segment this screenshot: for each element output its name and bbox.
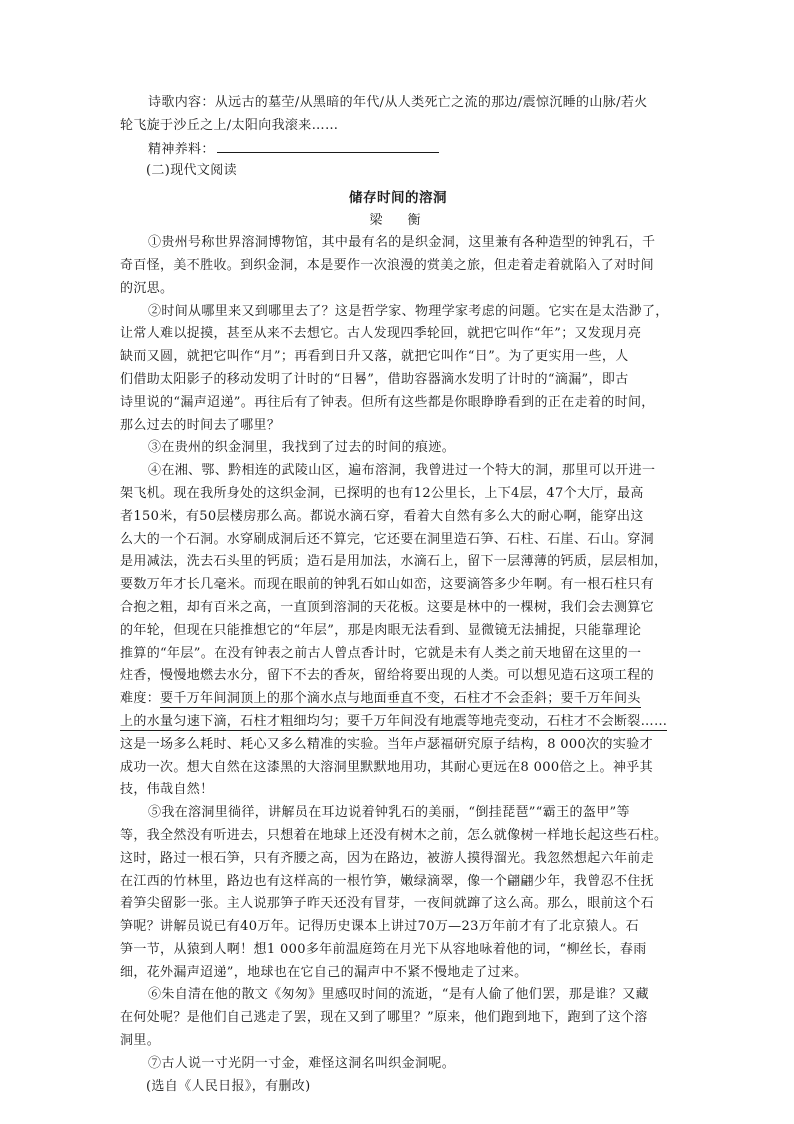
spirit-nourishment-label: 精神养料：	[148, 141, 215, 157]
article-author: 梁 衡	[369, 213, 427, 229]
underlined-sentence: 要千万年间洞顶上的那个滴水点与地面垂直不变，石柱才不会歪斜；要千万年间头	[160, 691, 641, 707]
paragraph-line: 们借助太阳影子的移动发明了计时的“日晷”，借助容器滴水发明了计时的“滴漏”，即古	[120, 371, 629, 387]
paragraph-line: 推算的“年层”。在没有钟表之前古人曾点香计时，它就是未有人类之前天地留在这里的一	[120, 645, 642, 661]
paragraph-line: ①贵州号称世界溶洞博物馆，其中最有名的是织金洞，这里兼有各种造型的钟乳石，千	[148, 235, 656, 251]
paragraph-line: 那么过去的时间去了哪里？	[120, 417, 281, 433]
paragraph-text: 难度：	[120, 691, 161, 707]
poem-content-line: 轮飞旋于沙丘之上/太阳向我滚来……	[120, 117, 339, 133]
poem-content-line: 诗歌内容：从远古的墓茔/从黑暗的年代/从人类死亡之流的那边/震惊沉睡的山脉/若火	[148, 95, 648, 110]
article-title: 储存时间的溶洞	[349, 190, 447, 207]
underlined-sentence: 上的水量匀速下滴，石柱才粗细均匀；要千万年间没有地震等地壳变动，石柱才不会断裂……	[120, 713, 668, 729]
article-source: (选自《人民日报》，有删改)	[146, 1078, 311, 1094]
document-page	[120, 92, 676, 1098]
paragraph-line: 等，我全然没有听进去，只想着在地球上还没有树木之前，怎么就像树一样地长起这些石柱。	[120, 827, 668, 843]
paragraph-line: 炷香，慢慢地燃去水分，留下不去的香灰，留给将要出现的人类。可以想见造石这项工程的	[120, 668, 655, 684]
paragraph-line: 架飞机。现在我所身处的这织金洞，已探明的也有12公里长，上下4层，47个大厅，最高	[120, 485, 644, 501]
paragraph-line: ③在贵州的织金洞里，我找到了过去的时间的痕迹。	[148, 440, 456, 456]
paragraph-line: 这是一场多么耗时、耗心又多么精准的实验。当年卢瑟福研究原子结构，8 000次的实验才	[120, 736, 653, 752]
paragraph-line: ④在湘、鄂、黔相连的武陵山区，遍布溶洞，我曾进过一个特大的洞，那里可以开进一	[148, 463, 656, 479]
paragraph-line: 在何处呢？是他们自己逃走了罢，现在又到了哪里？”原来，他们跑到地下，跑到了这个溶	[120, 1010, 648, 1026]
paragraph-line	[120, 688, 676, 711]
paragraph-line: 的沉思。	[120, 280, 174, 296]
paragraph-line: 在江西的竹林里，路边也有这样高的一根竹笋，嫩绿滴翠，像一个翩翩少年，我曾忍不住抚	[120, 873, 655, 889]
paragraph-line: 要数万年才长几毫米。而现在眼前的钟乳石如山如峦，这要滴答多少年啊。有一根石柱只有	[120, 577, 655, 593]
paragraph-line: 缺而又圆，就把它叫作“月”；再看到日升又落，就把它叫作“日”。为了更实用一些，人	[120, 349, 629, 365]
paragraph-line: 是用减法，洗去石头里的钙质；造石是用加法，水滴石上，留下一层薄薄的钙质，层层相加，	[120, 554, 668, 570]
paragraph-line: 合抱之粗，却有百米之高，一直顶到溶洞的天花板。这要是林中的一棵树，我们会去测算它	[120, 599, 655, 615]
spirit-nourishment-row	[120, 138, 676, 161]
paragraph-line: 么大的一个石洞。水穿刷成洞后还不算完，它还要在洞里造石笋、石柱、石崖、石山。穿洞	[120, 531, 655, 547]
paragraph-line: 奇百怪，美不胜收。到织金洞，本是要作一次浪漫的赏美之旅，但走着走着就陷入了对时间	[120, 257, 655, 273]
paragraph-line: 细，花外漏声迢递”，地球也在它自己的漏声中不紧不慢地走了过来。	[120, 964, 528, 980]
section-label: (二)现代文阅读	[146, 163, 237, 179]
answer-blank	[217, 138, 439, 153]
paragraph-line: ⑥朱自清在他的散文《匆匆》里感叹时间的流逝，“是有人偷了他们罢，那是谁？又藏	[148, 987, 649, 1003]
paragraph-line: 诗里说的“漏声迢递”。再往后有了钟表。但所有这些都是你眼睁睁看到的正在走着的时间，	[120, 394, 655, 410]
paragraph-line: 技，伟哉自然！	[120, 782, 214, 798]
paragraph-line: ⑤我在溶洞里徜徉，讲解员在耳边说着钟乳石的美丽，“倒挂琵琶”“霸王的盔甲”等	[148, 805, 630, 821]
paragraph-line: 洞里。	[120, 1033, 161, 1049]
paragraph-line: 着笋尖留影一张。主人说那笋子昨天还没有冒芽，一夜间就蹿了这么高。那么，眼前这个石	[120, 896, 655, 912]
paragraph-line: 者150米，有50层楼房那么高。都说水滴石穿，看着大自然有多么大的耐心啊，能穿出这	[120, 508, 644, 524]
paragraph-line: 笋呢？讲解员说已有40万年。记得历史课本上讲过70万—23万年前才有了北京猿人。石	[120, 919, 639, 935]
paragraph-line	[120, 711, 676, 734]
paragraph-line: 让常人难以捉摸，甚至从来不去想它。古人发现四季轮回，就把它叫作“年”；又发现月亮	[120, 326, 642, 342]
paragraph-line: ⑦古人说一寸光阴一寸金，难怪这洞名叫织金洞呢。	[148, 1055, 456, 1071]
paragraph-line: 这时，路过一根石笋，只有齐腰之高，因为在路边，被游人摸得溜光。我忽然想起六年前走	[120, 850, 655, 866]
paragraph-line: 成功一次。想大自然在这漆黑的大溶洞里默默地用功，其耐心更远在8 000倍之上。神乎其	[120, 759, 653, 775]
paragraph-line: ②时间从哪里来又到哪里去了？这是哲学家、物理学家考虑的问题。它实在是太浩渺了，	[148, 303, 669, 319]
paragraph-line: 的年轮，但现在只能推想它的“年层”，那是肉眼无法看到、显微镜无法捕捉，只能靠理论	[120, 622, 642, 638]
paragraph-line: 笋一节，从猿到人啊！想1 000多年前温庭筠在月光下从容地咏着他的词，“柳丝长，春雨	[120, 941, 647, 957]
